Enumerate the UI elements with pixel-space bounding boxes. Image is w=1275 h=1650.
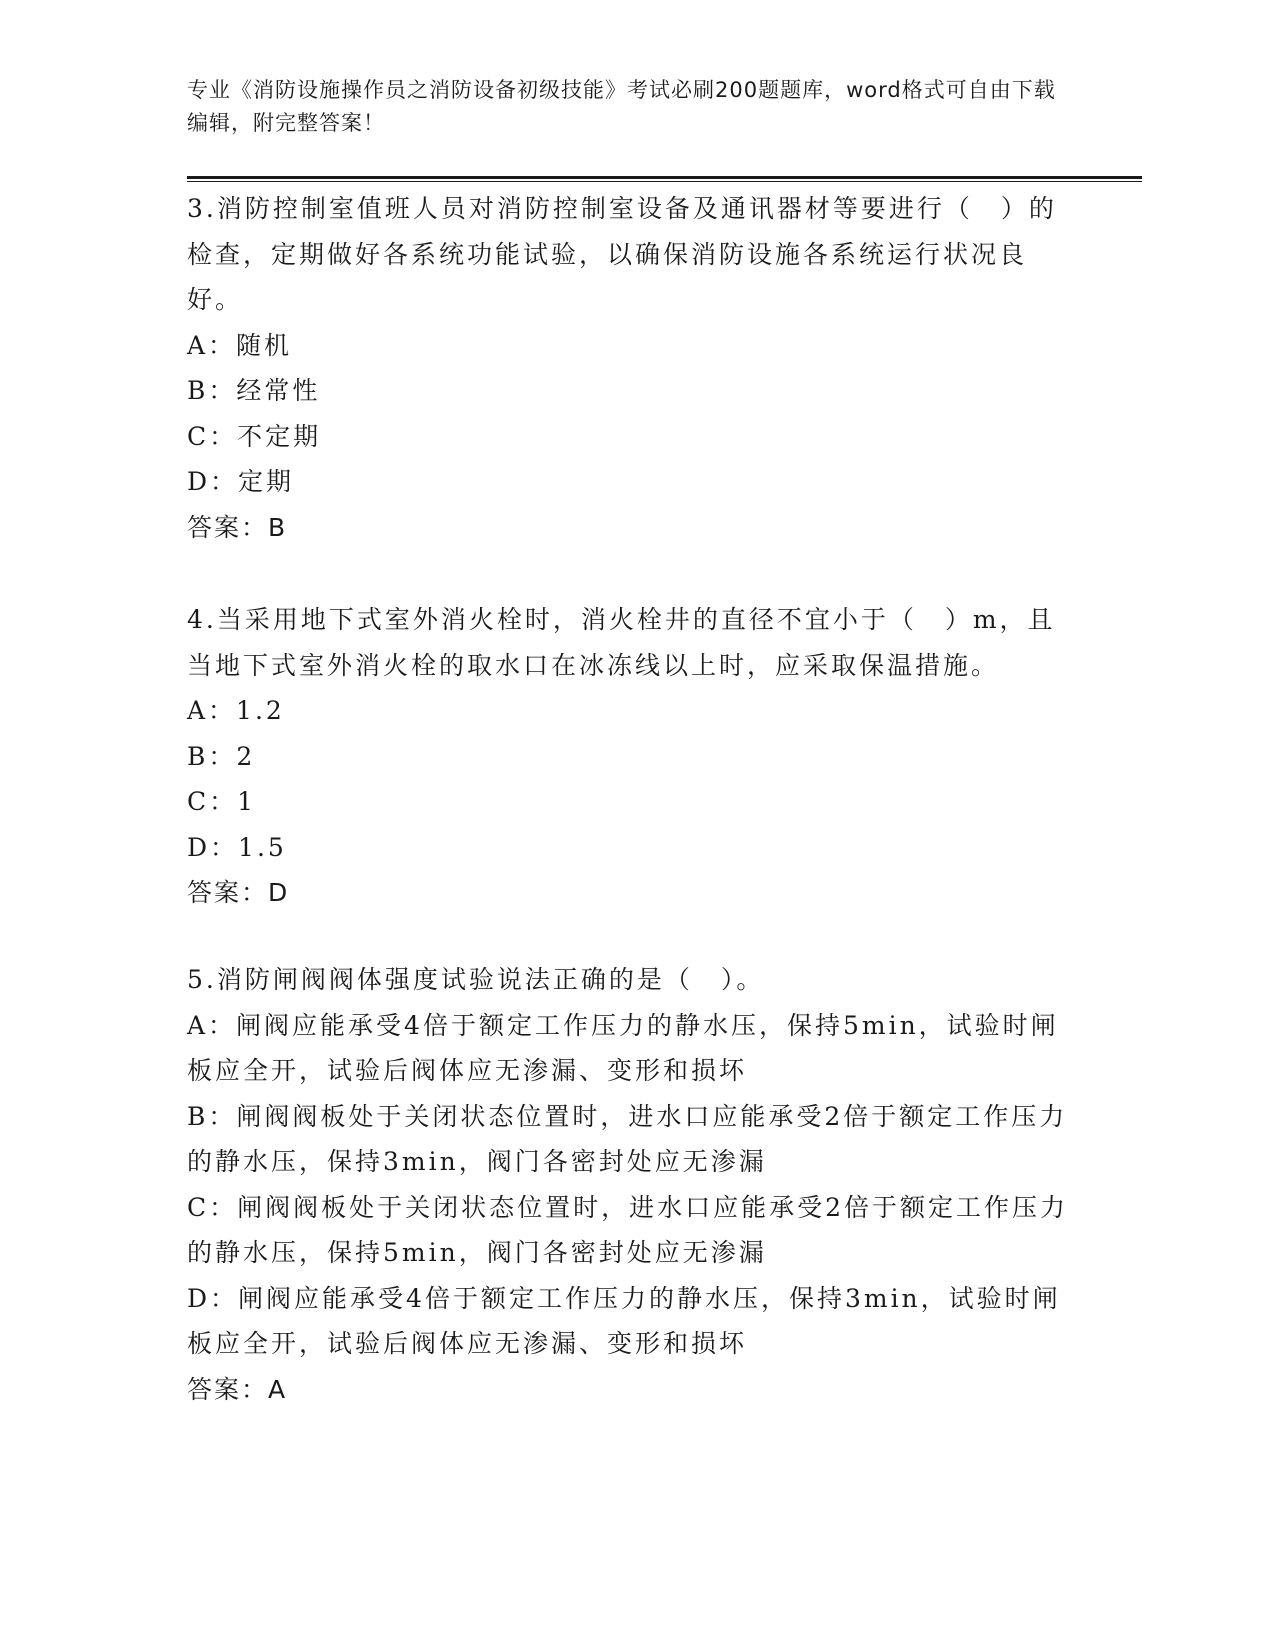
option-c: C：1	[187, 787, 257, 816]
answer-line: 答案：A	[187, 1374, 288, 1404]
option-d: D：定期	[187, 467, 295, 496]
option-c: C：不定期	[187, 421, 322, 451]
option-c: C：闸阀阀板处于关闭状态位置时，进水口应能承受2倍于额定工作压力的静水压，保持5min，阀门各密封处应无渗漏	[187, 1192, 1069, 1267]
option-a: A：闸阀应能承受4倍于额定工作压力的静水压，保持5min，试验时闸板应全开，试验后阀体应无渗漏、变形和损坏	[187, 1010, 1059, 1085]
option-b: B：经常性	[187, 376, 321, 405]
option-b: B：2	[187, 741, 256, 771]
question-4	[187, 597, 1077, 916]
question-stem: 4.当采用地下式室外消火栓时，消火栓井的直径不宜小于（ ）m，且当地下式室外消火栓的取水口在冰冻线以上时，应采取保温措施。	[187, 605, 1056, 680]
answer-line: 答案：B	[187, 512, 288, 542]
question-5	[187, 957, 1077, 1412]
header-divider-thick	[187, 176, 1142, 179]
option-a: A：随机	[187, 330, 293, 360]
answer-line: 答案：D	[187, 878, 290, 907]
document-header: 专业《消防设施操作员之消防设备初级技能》考试必刷200题题库，word格式可自由下载编辑，附完整答案！	[187, 78, 1056, 135]
option-d: D：1.5	[187, 832, 287, 862]
question-stem: 3.消防控制室值班人员对消防控制室设备及通讯器材等要进行（ ）的检查，定期做好各系统功能试验，以确保消防设施各系统运行状况良好。	[187, 194, 1057, 314]
option-d: D：闸阀应能承受4倍于额定工作压力的静水压，保持3min，试验时闸板应全开，试验后阀体应无渗漏、变形和损坏	[187, 1283, 1061, 1358]
option-b: B：闸阀阀板处于关闭状态位置时，进水口应能承受2倍于额定工作压力的静水压，保持3min，阀门各密封处应无渗漏	[187, 1101, 1068, 1176]
question-3	[187, 186, 1077, 550]
option-a: A：1.2	[187, 696, 285, 725]
header-divider-thin	[187, 181, 1142, 182]
question-stem: 5.消防闸阀阀体强度试验说法正确的是（ ）。	[187, 965, 765, 994]
